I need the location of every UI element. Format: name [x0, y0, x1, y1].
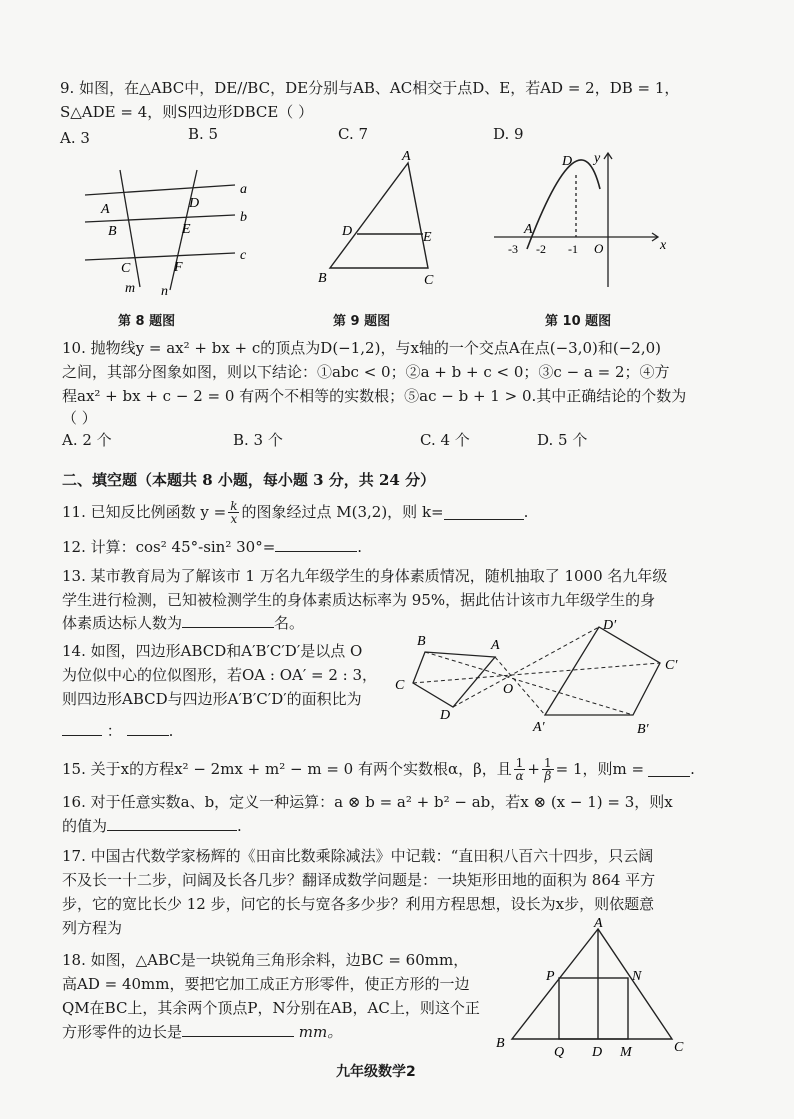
fig10-label-m1: -1	[568, 242, 578, 256]
fig10-label-m3: -3	[508, 242, 518, 256]
q10-line1: 10. 抛物线y = ax² + bx + c的顶点为D(−1,2)，与x轴的一个交点A在点(−3,0)和(−2,0)	[62, 339, 661, 357]
fig18-label-N: N	[632, 969, 642, 984]
fig8-caption: 第 8 题图	[118, 314, 176, 329]
fig18-label-A: A	[594, 916, 603, 931]
fig8-label-b: b	[240, 210, 247, 225]
q17-line2: 不及长一十二步，问阔及长各几步？翻译成数学问题是：一块矩形田地的面积为 864 平方	[62, 871, 656, 889]
q17-line4: 列方程为	[62, 919, 123, 937]
q15-fraction-2	[542, 757, 554, 782]
figure-18	[490, 915, 690, 1060]
fig18-label-C: C	[674, 1040, 684, 1055]
fig18-label-B: B	[496, 1036, 505, 1051]
q16-line2-text: 的值为	[62, 817, 108, 835]
q15-end: .	[690, 760, 695, 778]
fig9-caption: 第 9 题图	[333, 314, 391, 329]
q15-post: = 1，则m =	[555, 760, 645, 778]
figure-10	[490, 145, 680, 295]
q16-line2	[62, 816, 242, 836]
fig14-label-Bp: B′	[637, 722, 649, 737]
fig8-label-E: E	[182, 222, 191, 237]
q9-line2: S△ADE = 4，则S四边形DBCE（ ）	[60, 103, 314, 121]
fig10-label-y: y	[594, 151, 601, 166]
q12-answer-blank[interactable]	[275, 537, 357, 552]
fig10-label-D: D	[562, 154, 573, 169]
fig9-label-E: E	[423, 230, 432, 245]
q13-line2: 学生进行检测，已知被检测学生的身体素质达标率为 95%，据此估计该市九年级学生的身	[62, 591, 656, 609]
q15-answer-blank[interactable]	[648, 762, 690, 777]
q10-option-c: C. 4 个	[420, 431, 470, 449]
q17-line3: 步，它的宽比长少 12 步，问它的长与宽各多少步？利用方程思想，设长为x步，则依题意	[62, 895, 655, 913]
fig9-label-A: A	[402, 149, 411, 164]
fig9-label-B: B	[318, 271, 327, 286]
q18-line2: 高AD = 40mm，要把它加工成正方形零件，使正方形的一边	[62, 975, 470, 993]
q14-answer-blank-2[interactable]	[127, 721, 169, 736]
q10-line4: （ ）	[62, 409, 97, 427]
q16-answer-blank[interactable]	[107, 816, 237, 831]
q11-end: .	[523, 503, 529, 521]
q15	[62, 754, 695, 784]
fig10-label-m2: -2	[536, 242, 546, 256]
fig18-label-P: P	[546, 969, 555, 984]
q11-fraction	[228, 500, 239, 525]
q11-frac-den: x	[230, 511, 238, 526]
fig8-label-B: B	[108, 224, 117, 239]
fig18-label-D: D	[592, 1045, 603, 1060]
fig14-label-Ap: A′	[533, 720, 545, 735]
q12-end: .	[357, 538, 363, 556]
fig9-label-C: C	[424, 273, 434, 288]
q13-line3	[62, 613, 304, 633]
fig10-label-x: x	[660, 238, 667, 253]
fig10-caption: 第 10 题图	[545, 314, 612, 329]
q15-f1-num: 1	[515, 755, 524, 770]
fig8-label-F: F	[174, 260, 183, 275]
fig14-label-D: D	[440, 708, 451, 723]
q9-option-b: B. 5	[188, 125, 219, 143]
fig9-label-D: D	[342, 224, 353, 239]
q13-end: 名。	[274, 614, 305, 632]
q11-frac-num: k	[230, 498, 238, 513]
fig18-label-M: M	[620, 1045, 632, 1060]
q14-end: .	[168, 722, 174, 740]
q10-line3: 程ax² + bx + c − 2 = 0 有两个不相等的实数根；⑤ac − b + 1 > 0.其中正确结论的个数为	[62, 387, 687, 405]
q13-line3-text: 体素质达标人数为	[62, 614, 183, 632]
fig8-label-D: D	[189, 196, 200, 211]
fig10-label-O: O	[594, 241, 604, 256]
q14-sep: ：	[106, 722, 122, 740]
q18-line1: 18. 如图，△ABC是一块锐角三角形余料，边BC = 60mm，	[62, 951, 469, 969]
q11-pre: 11. 已知反比例函数 y =	[62, 503, 227, 521]
q11-answer-blank[interactable]	[444, 505, 524, 520]
q18-line3: QM在BC上，其余两个顶点P，N分别在AB，AC上，则这个正	[62, 999, 480, 1017]
q11-post: 的图象经过点 M(3,2)，则 k=	[241, 503, 444, 521]
q15-plus: +	[527, 760, 540, 778]
q18-line4-text: 方形零件的边长是	[62, 1023, 183, 1041]
fig8-label-a: a	[240, 182, 247, 197]
q15-pre: 15. 关于x的方程x² − 2mx + m² − m = 0 有两个实数根α，β，且	[62, 760, 512, 778]
q14-line1: 14. 如图，四边形ABCD和A′B′C′D′是以点 O	[62, 642, 363, 660]
section2-title: 二、填空题（本题共 8 小题，每小题 3 分，共 24 分）	[62, 471, 436, 489]
fig14-label-Cp: C′	[665, 658, 678, 673]
fig14-label-A: A	[491, 638, 500, 653]
q10-option-b: B. 3 个	[233, 431, 283, 449]
q16-end: .	[237, 817, 242, 835]
q18-answer-blank[interactable]	[182, 1022, 294, 1037]
q15-f2-den: β	[544, 768, 552, 783]
figure-8	[75, 165, 275, 325]
q15-f1-den: α	[515, 768, 524, 783]
q12-pre: 12. 计算：cos² 45°-sin² 30°=	[62, 538, 276, 556]
q9-option-c: C. 7	[338, 125, 369, 143]
q9-option-a: A. 3	[60, 129, 90, 147]
q9-option-d: D. 9	[493, 125, 524, 143]
q14-line3: 则四边形ABCD与四边形A′B′C′D′的面积比为	[62, 690, 362, 708]
fig8-label-A: A	[101, 202, 110, 217]
fig14-label-Dp: D′	[603, 618, 617, 633]
figure-14	[385, 615, 695, 745]
q18-line4	[62, 1022, 342, 1042]
q11	[62, 495, 528, 529]
fig8-label-m: m	[125, 281, 136, 296]
q16-line1: 16. 对于任意实数a、b，定义一种运算：a ⊗ b = a² + b² − ab，若x ⊗ (x − 1) = 3，则x	[62, 793, 673, 811]
fig18-label-Q: Q	[554, 1045, 565, 1060]
fig14-label-C: C	[395, 678, 405, 693]
page-footer: 九年级数学2	[336, 1064, 416, 1080]
q10-line2: 之间，其部分图象如图，则以下结论：①abc < 0；②a + b + c < 0；③c − a = 2；④方	[62, 363, 670, 381]
fig14-label-B: B	[417, 634, 426, 649]
q9-line1: 9. 如图，在△ABC中，DE//BC，DE分别与AB、AC相交于点D、E，若AD = 2，DB = 1，	[60, 79, 680, 97]
q10-option-a: A. 2 个	[62, 431, 112, 449]
q13-answer-blank[interactable]	[182, 613, 274, 628]
fig8-label-C: C	[121, 261, 131, 276]
q10-option-d: D. 5 个	[537, 431, 588, 449]
q12	[62, 537, 362, 557]
q14-answer-blank-1[interactable]	[62, 721, 102, 736]
q15-fraction-1	[514, 757, 526, 782]
q14-answer-line	[62, 721, 173, 741]
figure-9	[310, 145, 460, 295]
fig8-label-c: c	[240, 248, 247, 263]
fig10-label-A: A	[524, 222, 533, 237]
q17-line1: 17. 中国古代数学家杨辉的《田亩比数乘除减法》中记载：“直田积八百六十四步，只云阔	[62, 847, 654, 865]
q14-line2: 为位似中心的位似图形，若OA : OA′ = 2 : 3，	[62, 666, 378, 684]
q18-unit: mm。	[298, 1023, 343, 1041]
q13-line1: 13. 某市教育局为了解该市 1 万名九年级学生的身体素质情况，随机抽取了 1000 名九年级	[62, 567, 668, 585]
q15-f2-num: 1	[544, 755, 552, 770]
fig14-label-O: O	[503, 682, 514, 697]
fig8-label-n: n	[161, 284, 168, 299]
